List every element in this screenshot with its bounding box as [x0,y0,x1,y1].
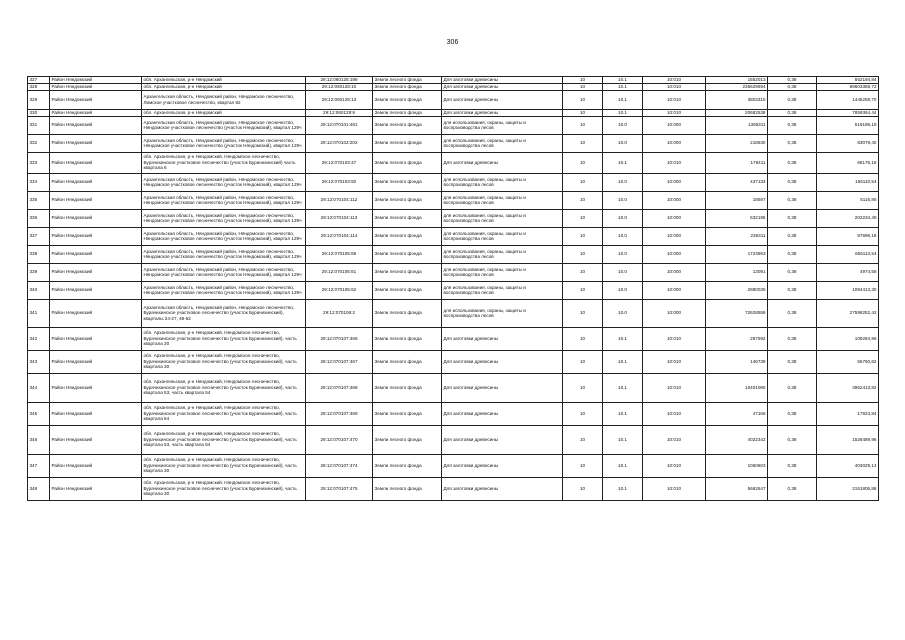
cell-row-number: 339 [28,263,50,281]
table-row [28,373,879,402]
cell-zone-code: 10 [563,373,603,402]
cell-location: обл. Архангельская, р-н Няндомский, Няндомское лесничество, Бурачихинское участковое лесничество (участок Бурачихинский) часть квартала 6 [142,152,306,173]
cell-row-number: 328 [28,84,50,91]
cell-location: обл. Архангельская, р-н Няндомский, Няндомское лесничество, Бурачихинское участковое лесничество (участок Бурачихинский), часть квартала 53, часть квартала 54 [142,373,306,402]
cell-tax-amount: 519198,18 [817,116,879,134]
cell-use-code: 10:010 [643,425,706,454]
cell-tax-amount: 27598252,42 [817,299,879,327]
cell-tax-amount: 202234,48 [817,209,879,227]
cell-district: Район Няндомский [50,134,142,152]
cell-district: Район Няндомский [50,116,142,134]
cell-cadastral-number: 29:12:070105:62 [306,281,373,299]
cell-permitted-use: Для заготовки древесины [442,454,563,477]
cell-use-code: 10:010 [643,91,706,110]
cell-land-category: Земли лесного фонда [373,327,442,350]
cell-row-number: 347 [28,454,50,477]
cell-permitted-use: для использования, охраны, защиты и воспроизводства лесов [442,245,563,263]
registry-rows [28,77,879,501]
cell-class-code: 10.1 [603,425,643,454]
cell-permitted-use: Для заготовки древесины [442,327,563,350]
cell-tax-amount: 1094413,30 [817,281,879,299]
cell-class-code: 10.0 [603,227,643,245]
cell-use-code: 10:000 [643,209,706,227]
cell-location: Архангельская область, Няндомский район, Няндомское лесничество, Няндомское участковое лесничество (участок Няндомский), квартал 129ч [142,209,306,227]
cell-class-code: 10.0 [603,191,643,209]
cell-cadastral-value: 236311 [706,227,768,245]
cell-permitted-use: Для заготовки древесины [442,91,563,110]
cell-row-number: 336 [28,209,50,227]
cell-cadastral-number: 29:12:070104:114 [306,227,373,245]
registry-table [27,76,879,501]
cell-permitted-use: для использования, охраны, защиты и воспроизводства лесов [442,281,563,299]
cell-cadastral-value: 218630 [706,134,768,152]
cell-row-number: 346 [28,425,50,454]
table-row [28,350,879,373]
cell-zone-code: 10 [563,227,603,245]
cell-tax-amount: 3952413,82 [817,373,879,402]
cell-cadastral-value: 5662647 [706,477,768,500]
cell-cadastral-number: 29:12:070105:61 [306,263,373,281]
cell-cadastral-value: 1552013 [706,77,768,84]
cell-zone-code: 10 [563,245,603,263]
table-row [28,402,879,425]
table-row [28,263,879,281]
cell-district: Район Няндомский [50,152,142,173]
cell-land-category: Земли лесного фонда [373,152,442,173]
table-row [28,299,879,327]
cell-use-code: 10:000 [643,134,706,152]
cell-tax-amount: 55760,82 [817,350,879,373]
cell-class-code: 10.1 [603,77,643,84]
cell-tax-rate: 0,38 [768,84,817,91]
cell-cadastral-number: 29:12:060129:9 [306,109,373,116]
cell-row-number: 342 [28,327,50,350]
cell-location: обл. Архангельская, р-н Няндомский [142,84,306,91]
cell-permitted-use: Для заготовки древесины [442,109,563,116]
cell-district: Район Няндомский [50,209,142,227]
cell-cadastral-value: 4022342 [706,425,768,454]
cell-class-code: 10.1 [603,109,643,116]
cell-zone-code: 10 [563,77,603,84]
cell-cadastral-number: 29:12:060125:198 [306,77,373,84]
cell-cadastral-value: 3803315 [706,91,768,110]
cell-tax-rate: 0,38 [768,245,817,263]
table-row [28,77,879,84]
cell-tax-amount: 109284,96 [817,327,879,350]
cell-district: Район Няндомский [50,327,142,350]
cell-row-number: 334 [28,173,50,191]
cell-row-number: 344 [28,373,50,402]
cell-land-category: Земли лесного фонда [373,263,442,281]
cell-land-category: Земли лесного фонда [373,77,442,84]
cell-cadastral-number: 29:12:070105:66 [306,245,373,263]
cell-land-category: Земли лесного фонда [373,281,442,299]
cell-row-number: 330 [28,109,50,116]
cell-district: Район Няндомский [50,191,142,209]
cell-tax-amount: 552194,84 [817,77,879,84]
cell-row-number: 327 [28,77,50,84]
cell-tax-rate: 0,38 [768,327,817,350]
cell-zone-code: 10 [563,91,603,110]
cell-tax-rate: 0,38 [768,477,817,500]
cell-zone-code: 10 [563,134,603,152]
cell-district: Район Няндомский [50,173,142,191]
cell-cadastral-number: 29:12:070107:466 [306,327,373,350]
cell-zone-code: 10 [563,84,603,91]
cell-row-number: 331 [28,116,50,134]
cell-row-number: 341 [28,299,50,327]
cell-land-category: Земли лесного фонда [373,134,442,152]
cell-class-code: 10.1 [603,327,643,350]
cell-cadastral-number: 29:12:070103:50 [306,173,373,191]
cell-cadastral-number: 29:12:070107:468 [306,373,373,402]
table-row [28,152,879,173]
cell-land-category: Земли лесного фонда [373,91,442,110]
cell-permitted-use: для использования, охраны, защиты и воспроизводства лесов [442,209,563,227]
cell-location: Архангельская область, Няндомский район, Няндомское лесничество, Лимское участковое лесничество, квартал 82 [142,91,306,110]
cell-use-code: 10:000 [643,281,706,299]
cell-district: Район Няндомский [50,477,142,500]
cell-tax-rate: 0,38 [768,454,817,477]
cell-land-category: Земли лесного фонда [373,227,442,245]
cell-cadastral-value: 18597 [706,191,768,209]
cell-use-code: 10:010 [643,77,706,84]
cell-permitted-use: Для заготовки древесины [442,77,563,84]
cell-cadastral-number: 29:12:070106:2 [306,299,373,327]
cell-location: Архангельская область, Няндомский район, Няндомское лесничество, Няндомское участковое лесничество (участок Няндомский), квартал 129ч [142,116,306,134]
table-row [28,425,879,454]
cell-use-code: 10:000 [643,227,706,245]
table-row [28,91,879,110]
cell-tax-amount: 655113,54 [817,245,879,263]
cell-tax-amount: 83079,40 [817,134,879,152]
cell-permitted-use: для использования, охраны, защиты и воспроизводства лесов [442,173,563,191]
table-row [28,84,879,91]
cell-tax-rate: 0,38 [768,173,817,191]
cell-use-code: 10:000 [643,173,706,191]
cell-district: Район Няндомский [50,91,142,110]
cell-district: Район Няндомский [50,454,142,477]
cell-use-code: 10:010 [643,454,706,477]
cell-zone-code: 10 [563,402,603,425]
cell-district: Район Няндомский [50,402,142,425]
page-number: 306 [446,39,459,46]
cell-cadastral-value: 72628559 [706,299,768,327]
cell-permitted-use: для использования, охраны, защиты и воспроизводства лесов [442,134,563,152]
cell-use-code: 10:000 [643,263,706,281]
cell-land-category: Земли лесного фонда [373,84,442,91]
cell-tax-amount: 87698,18 [817,227,879,245]
cell-location: обл. Архангельская, р-н Няндомский [142,77,306,84]
cell-class-code: 10.0 [603,209,643,227]
cell-row-number: 348 [28,477,50,500]
cell-class-code: 10.0 [603,281,643,299]
cell-permitted-use: Для заготовки древесины [442,84,563,91]
cell-tax-rate: 0,38 [768,191,817,209]
cell-tax-rate: 0,38 [768,227,817,245]
cell-land-category: Земли лесного фонда [373,209,442,227]
cell-district: Район Няндомский [50,299,142,327]
cell-district: Район Няндомский [50,350,142,373]
cell-tax-rate: 0,38 [768,209,817,227]
cell-district: Район Няндомский [50,263,142,281]
cell-location: обл. Архангельская, р-н Няндомский, Няндомское лесничество, Бурачихинское участковое лесничество (участок Бурачихинский), часть квартала 30 [142,477,306,500]
cell-land-category: Земли лесного фонда [373,477,442,500]
cell-permitted-use: Для заготовки древесины [442,152,563,173]
cell-zone-code: 10 [563,191,603,209]
cell-location: обл. Архангельская, р-н Няндомский, Няндомское лесничество, Бурачихинское участковое лесничество (участок Бурачихинский), часть квартала 30 [142,350,306,373]
cell-tax-amount: 2151805,86 [817,477,879,500]
cell-zone-code: 10 [563,152,603,173]
cell-cadastral-number: 29:12:070104:112 [306,191,373,209]
cell-zone-code: 10 [563,425,603,454]
cell-zone-code: 10 [563,350,603,373]
cell-land-category: Земли лесного фонда [373,191,442,209]
cell-location: Архангельская область, Няндомский район, Няндомское лесничество, Няндомское участковое лесничество (участок Няндомский), квартал 129ч [142,263,306,281]
cell-cadastral-value: 532196 [706,209,768,227]
cell-cadastral-value: 2880035 [706,281,768,299]
cell-district: Район Няндомский [50,77,142,84]
cell-cadastral-number: 29:12:070107:474 [306,454,373,477]
table-row [28,327,879,350]
cell-use-code: 10:010 [643,84,706,91]
cell-class-code: 10.0 [603,116,643,134]
cell-use-code: 10:000 [643,191,706,209]
cell-tax-amount: 68176,18 [817,152,879,173]
cell-district: Район Няндомский [50,373,142,402]
cell-class-code: 10.0 [603,245,643,263]
cell-cadastral-number: 29:12:070107:475 [306,477,373,500]
cell-location: Архангельская область, Няндомский район, Няндомское лесничество, Няндомское участковое лесничество (участок Няндомский), квартал 129ч [142,245,306,263]
cell-zone-code: 10 [563,263,603,281]
cell-class-code: 10.1 [603,350,643,373]
cell-zone-code: 10 [563,454,603,477]
table-row [28,173,879,191]
cell-row-number: 332 [28,134,50,152]
cell-cadastral-value: 13091 [706,263,768,281]
cell-tax-rate: 0,38 [768,152,817,173]
cell-tax-rate: 0,38 [768,425,817,454]
cell-location: обл. Архангельская, р-н Няндомский, Няндомское лесничество, Бурачихинское участковое лесничество (участок Бурачихинский), часть квартала 30 [142,454,306,477]
cell-use-code: 10:000 [643,299,706,327]
cell-row-number: 345 [28,402,50,425]
cell-permitted-use: Для заготовки древесины [442,425,563,454]
cell-location: обл. Архангельская, р-н Няндомский, Няндомское лесничество, Бурачихинское участковое лесничество (участок Бурачихинский), часть квартала 53, часть квартала 54 [142,425,306,454]
cell-cadastral-value: 10401080 [706,373,768,402]
cell-class-code: 10.0 [603,134,643,152]
cell-permitted-use: Для заготовки древесины [442,402,563,425]
cell-tax-rate: 0,38 [768,263,817,281]
cell-tax-amount: 1445259,70 [817,91,879,110]
cell-cadastral-number: 29:12:070104:113 [306,209,373,227]
cell-use-code: 10:010 [643,350,706,373]
cell-location: Архангельская область, Няндомский район, Няндомское лесничество, Няндомское участковое лесничество (участок Няндомский), квартал 129ч [142,173,306,191]
cell-district: Район Няндомский [50,245,142,263]
cell-class-code: 10.0 [603,173,643,191]
cell-tax-amount: 1528489,96 [817,425,879,454]
table-row [28,245,879,263]
cell-row-number: 329 [28,91,50,110]
cell-permitted-use: для использования, охраны, защиты и воспроизводства лесов [442,299,563,327]
cell-zone-code: 10 [563,281,603,299]
cell-location: Архангельская область, Няндомский район, Няндомское лесничество, Няндомское участковое лесничество (участок Няндомский), квартал 129ч [142,134,306,152]
cell-tax-amount: 17923,84 [817,402,879,425]
cell-row-number: 333 [28,152,50,173]
cell-use-code: 10:010 [643,402,706,425]
cell-permitted-use: для использования, охраны, защиты и воспроизводства лесов [442,116,563,134]
cell-zone-code: 10 [563,477,603,500]
cell-use-code: 10:010 [643,373,706,402]
cell-cadastral-value: 47166 [706,402,768,425]
cell-tax-rate: 0,38 [768,109,817,116]
cell-cadastral-number: 29:12:070107:467 [306,350,373,373]
cell-land-category: Земли лесного фонда [373,245,442,263]
table-row [28,134,879,152]
cell-tax-rate: 0,38 [768,402,817,425]
cell-class-code: 10.1 [603,152,643,173]
cell-land-category: Земли лесного фонда [373,402,442,425]
cell-tax-rate: 0,38 [768,91,817,110]
cell-use-code: 10:000 [643,245,706,263]
cell-class-code: 10.1 [603,91,643,110]
cell-cadastral-value: 179411 [706,152,768,173]
cell-cadastral-value: 287592 [706,327,768,350]
cell-location: Архангельская область, Няндомский район, Няндомское лесничество, Няндомское участковое лесничество (участок Няндомский), квартал 129ч [142,227,306,245]
cell-row-number: 340 [28,281,50,299]
cell-location: обл. Архангельская, р-н Няндомский [142,109,306,116]
cell-row-number: 335 [28,191,50,209]
cell-class-code: 10.1 [603,402,643,425]
cell-tax-rate: 0,38 [768,350,817,373]
cell-district: Район Няндомский [50,227,142,245]
cell-row-number: 337 [28,227,50,245]
cell-cadastral-value: 1060603 [706,454,768,477]
cell-zone-code: 10 [563,109,603,116]
table-row [28,281,879,299]
table-row [28,109,879,116]
cell-tax-rate: 0,38 [768,77,817,84]
cell-tax-amount: 166110,54 [817,173,879,191]
cell-tax-rate: 0,38 [768,134,817,152]
cell-location: Архангельская область, Няндомский район, Няндомское лесничество, Няндомское участковое лесничество (участок Няндомский), квартал 129ч [142,281,306,299]
cell-use-code: 10:010 [643,327,706,350]
cell-zone-code: 10 [563,209,603,227]
cell-location: Архангельская область, Няндомский район, Няндомское лесничество, Няндомское участковое лесничество (участок Няндомский), квартал 129ч [142,191,306,209]
cell-land-category: Земли лесного фонда [373,454,442,477]
cell-zone-code: 10 [563,116,603,134]
cell-cadastral-value: 20682538 [706,109,768,116]
cell-tax-amount: 5116,86 [817,191,879,209]
cell-land-category: Земли лесного фонда [373,109,442,116]
cell-tax-rate: 0,38 [768,299,817,327]
cell-land-category: Земли лесного фонда [373,425,442,454]
cell-cadastral-number: 29:12:070107:470 [306,425,373,454]
cell-cadastral-number: 29:12:070103:47 [306,152,373,173]
cell-row-number: 338 [28,245,50,263]
table-row [28,454,879,477]
cell-zone-code: 10 [563,299,603,327]
cell-location: обл. Архангельская, р-н Няндомский, Няндомское лесничество, Бурачихинское участковое лесничество (участок Бурачихинский), часть квартала 54 [142,402,306,425]
cell-cadastral-value: 235629694 [706,84,768,91]
cell-cadastral-number: 29:12:070102:202 [306,134,373,152]
cell-district: Район Няндомский [50,84,142,91]
cell-cadastral-value: 146739 [706,350,768,373]
cell-land-category: Земли лесного фонда [373,373,442,402]
cell-zone-code: 10 [563,173,603,191]
cell-cadastral-number: 29:12:060128:10 [306,84,373,91]
cell-use-code: 10:010 [643,109,706,116]
cell-tax-amount: 403029,14 [817,454,879,477]
cell-use-code: 10:010 [643,152,706,173]
cell-use-code: 10:010 [643,477,706,500]
cell-row-number: 343 [28,350,50,373]
cell-tax-rate: 0,38 [768,116,817,134]
cell-location: Архангельская область, Няндомский район, Няндомское лесничество, Бурачихинское участковое лесничество (участок Бурачихинский), кварталы 24-27, 49-52 [142,299,306,327]
cell-permitted-use: Для заготовки древесины [442,350,563,373]
cell-land-category: Земли лесного фонда [373,350,442,373]
cell-cadastral-number: 29:12:070101:481 [306,116,373,134]
cell-cadastral-value: 437133 [706,173,768,191]
cell-tax-amount: 4974,58 [817,263,879,281]
table-row [28,209,879,227]
table-row [28,116,879,134]
table-row [28,477,879,500]
cell-cadastral-number: 29:12:060129:13 [306,91,373,110]
cell-cadastral-value: 1366311 [706,116,768,134]
table-row [28,191,879,209]
cell-permitted-use: Для заготовки древесины [442,373,563,402]
cell-class-code: 10.0 [603,299,643,327]
cell-permitted-use: для использования, охраны, защиты и воспроизводства лесов [442,263,563,281]
cell-class-code: 10.0 [603,263,643,281]
cell-class-code: 10.1 [603,84,643,91]
cell-class-code: 10.1 [603,454,643,477]
cell-zone-code: 10 [563,327,603,350]
cell-tax-rate: 0,38 [768,281,817,299]
cell-permitted-use: для использования, охраны, защиты и воспроизводства лесов [442,227,563,245]
cell-district: Район Няндомский [50,425,142,454]
cell-tax-rate: 0,38 [768,373,817,402]
cell-location: обл. Архангельская, р-н Няндомский, Няндомское лесничество, Бурачихинское участковое лесничество (участок Бурачихинский), часть квартала 30 [142,327,306,350]
cell-tax-amount: 7859364,44 [817,109,879,116]
cell-cadastral-number: 29:12:070107:469 [306,402,373,425]
cell-land-category: Земли лесного фонда [373,173,442,191]
cell-cadastral-value: 1723953 [706,245,768,263]
cell-land-category: Земли лесного фонда [373,116,442,134]
cell-class-code: 10.1 [603,477,643,500]
cell-district: Район Няндомский [50,109,142,116]
cell-use-code: 10:000 [643,116,706,134]
cell-land-category: Земли лесного фонда [373,299,442,327]
table-row [28,227,879,245]
cell-permitted-use: для использования, охраны, защиты и воспроизводства лесов [442,191,563,209]
cell-class-code: 10.1 [603,373,643,402]
cell-tax-amount: 89603359,72 [817,84,879,91]
cell-district: Район Няндомский [50,281,142,299]
cell-permitted-use: Для заготовки древесины [442,477,563,500]
